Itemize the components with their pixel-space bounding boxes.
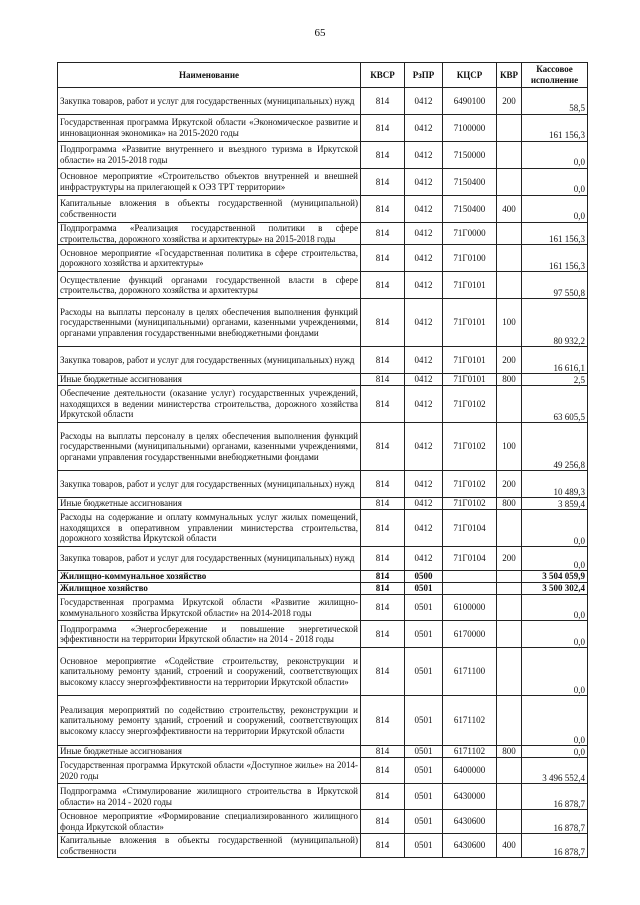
row-name-cell: Осуществление функций органами государственной власти в сфере строительства, дорожного хозяйства и архитектуры bbox=[58, 272, 361, 299]
row-kcsr-cell: 7150400 bbox=[443, 169, 497, 196]
row-rzpr-cell: 0412 bbox=[405, 347, 443, 374]
row-kcsr-cell: 71Г0102 bbox=[443, 423, 497, 471]
row-amount-cell: 3 504 059,9 bbox=[522, 571, 588, 583]
row-kvr-cell bbox=[497, 621, 522, 648]
table-row bbox=[58, 758, 588, 784]
table-row bbox=[58, 746, 588, 758]
table-row bbox=[58, 374, 588, 386]
row-kvr-cell bbox=[497, 245, 522, 272]
row-rzpr-cell: 0412 bbox=[405, 547, 443, 571]
row-name-cell: Закупка товаров, работ и услуг для государственных (муниципальных) нужд bbox=[58, 88, 361, 115]
row-kvr-cell: 100 bbox=[497, 423, 522, 471]
row-kcsr-cell: 71Г0104 bbox=[443, 510, 497, 547]
row-kvsr-cell: 814 bbox=[361, 696, 405, 746]
row-kvr-cell: 100 bbox=[497, 299, 522, 347]
table-row bbox=[58, 510, 588, 547]
row-name-cell: Государственная программа Иркутской области «Доступное жилье» на 2014-2020 годы bbox=[58, 758, 361, 784]
row-amount-cell: 2,5 bbox=[522, 374, 588, 386]
row-kvr-cell bbox=[497, 386, 522, 423]
table-row bbox=[58, 810, 588, 834]
table-row bbox=[58, 423, 588, 471]
row-amount-cell: 16 878,7 bbox=[522, 810, 588, 834]
row-amount-cell: 16 616,1 bbox=[522, 347, 588, 374]
row-kvsr-cell: 814 bbox=[361, 115, 405, 142]
row-amount-cell: 0,0 bbox=[522, 142, 588, 169]
row-name-cell: Закупка товаров, работ и услуг для государственных (муниципальных) нужд bbox=[58, 471, 361, 498]
table-row bbox=[58, 115, 588, 142]
row-rzpr-cell: 0412 bbox=[405, 471, 443, 498]
row-kvsr-cell: 814 bbox=[361, 471, 405, 498]
table-row bbox=[58, 223, 588, 245]
row-kvr-cell bbox=[497, 169, 522, 196]
table-body bbox=[58, 88, 588, 858]
row-name-cell: Основное мероприятие «Содействие строительству, реконструкции и капитальному ремонту зданий, строений и сооружений, соответствующих высокому классу энергоэффективности на территории Иркутской области» bbox=[58, 648, 361, 696]
row-kvsr-cell: 814 bbox=[361, 784, 405, 810]
table-row bbox=[58, 88, 588, 115]
row-rzpr-cell: 0501 bbox=[405, 583, 443, 595]
row-amount-cell: 58,5 bbox=[522, 88, 588, 115]
header-rzpr: РзПР bbox=[405, 63, 443, 88]
row-kvsr-cell: 814 bbox=[361, 196, 405, 223]
row-amount-cell: 3 496 552,4 bbox=[522, 758, 588, 784]
row-kvsr-cell: 814 bbox=[361, 272, 405, 299]
row-kvsr-cell: 814 bbox=[361, 758, 405, 784]
row-kvr-cell: 800 bbox=[497, 498, 522, 510]
row-kcsr-cell: 71Г0101 bbox=[443, 272, 497, 299]
row-kvr-cell bbox=[497, 223, 522, 245]
row-kvsr-cell: 814 bbox=[361, 386, 405, 423]
row-name-cell: Подпрограмма «Стимулирование жилищного строительства в Иркутской области» на 2014 - 2020 годы bbox=[58, 784, 361, 810]
row-rzpr-cell: 0412 bbox=[405, 223, 443, 245]
row-kvr-cell bbox=[497, 510, 522, 547]
table-row bbox=[58, 595, 588, 621]
header-amount: Кассовое исполнение bbox=[522, 63, 588, 88]
row-amount-cell: 3 859,4 bbox=[522, 498, 588, 510]
table-row bbox=[58, 299, 588, 347]
row-amount-cell: 0,0 bbox=[522, 648, 588, 696]
row-kvr-cell: 200 bbox=[497, 547, 522, 571]
row-name-cell: Капитальные вложения в объекты государственной (муниципальной) собственности bbox=[58, 834, 361, 858]
row-name-cell: Капитальные вложения в объекты государственной (муниципальной) собственности bbox=[58, 196, 361, 223]
table-row bbox=[58, 834, 588, 858]
row-kcsr-cell: 7100000 bbox=[443, 115, 497, 142]
row-amount-cell: 161 156,3 bbox=[522, 223, 588, 245]
row-kvsr-cell: 814 bbox=[361, 648, 405, 696]
row-kvr-cell: 200 bbox=[497, 347, 522, 374]
budget-table bbox=[57, 62, 588, 858]
row-kcsr-cell: 6430000 bbox=[443, 784, 497, 810]
table-row bbox=[58, 142, 588, 169]
header-kvr: КВР bbox=[497, 63, 522, 88]
row-amount-cell: 161 156,3 bbox=[522, 245, 588, 272]
row-name-cell: Подпрограмма «Энергосбережение и повышение энергетической эффективности на территории Иркутской области» на 2014 - 2018 годы bbox=[58, 621, 361, 648]
row-rzpr-cell: 0501 bbox=[405, 784, 443, 810]
row-kvsr-cell: 814 bbox=[361, 595, 405, 621]
table-row bbox=[58, 696, 588, 746]
row-kcsr-cell: 6490100 bbox=[443, 88, 497, 115]
row-kvsr-cell: 814 bbox=[361, 510, 405, 547]
row-amount-cell: 161 156,3 bbox=[522, 115, 588, 142]
row-rzpr-cell: 0412 bbox=[405, 423, 443, 471]
header-kcsr: КЦСР bbox=[443, 63, 497, 88]
row-rzpr-cell: 0412 bbox=[405, 510, 443, 547]
row-kvr-cell bbox=[497, 784, 522, 810]
row-kcsr-cell: 6171102 bbox=[443, 746, 497, 758]
table-row bbox=[58, 169, 588, 196]
row-kvr-cell bbox=[497, 696, 522, 746]
table-header-row bbox=[58, 63, 588, 88]
row-kvsr-cell: 814 bbox=[361, 571, 405, 583]
table-row bbox=[58, 386, 588, 423]
row-rzpr-cell: 0501 bbox=[405, 834, 443, 858]
row-name-cell: Реализация мероприятий по содействию строительству, реконструкции и капитальному ремонту зданий, строений и сооружений, соответствующих высокому классу энергоэффективности на территории Иркутской области bbox=[58, 696, 361, 746]
table-row bbox=[58, 547, 588, 571]
row-rzpr-cell: 0412 bbox=[405, 115, 443, 142]
row-rzpr-cell: 0412 bbox=[405, 386, 443, 423]
row-amount-cell: 0,0 bbox=[522, 547, 588, 571]
row-kvsr-cell: 814 bbox=[361, 299, 405, 347]
row-kvr-cell bbox=[497, 810, 522, 834]
row-amount-cell: 49 256,8 bbox=[522, 423, 588, 471]
row-rzpr-cell: 0500 bbox=[405, 571, 443, 583]
row-name-cell: Закупка товаров, работ и услуг для государственных (муниципальных) нужд bbox=[58, 347, 361, 374]
row-amount-cell: 16 878,7 bbox=[522, 834, 588, 858]
row-kcsr-cell: 7150400 bbox=[443, 196, 497, 223]
row-name-cell: Государственная программа Иркутской области «Экономическое развитие и инновационная экономика» на 2015-2020 годы bbox=[58, 115, 361, 142]
row-rzpr-cell: 0501 bbox=[405, 758, 443, 784]
row-kvr-cell bbox=[497, 595, 522, 621]
row-amount-cell: 0,0 bbox=[522, 696, 588, 746]
row-kvsr-cell: 814 bbox=[361, 142, 405, 169]
row-amount-cell: 0,0 bbox=[522, 621, 588, 648]
row-kvr-cell bbox=[497, 142, 522, 169]
row-amount-cell: 0,0 bbox=[522, 169, 588, 196]
row-name-cell: Подпрограмма «Развитие внутреннего и въездного туризма в Иркутской области» на 2015-2018 годы bbox=[58, 142, 361, 169]
row-rzpr-cell: 0412 bbox=[405, 169, 443, 196]
row-kcsr-cell: 6171102 bbox=[443, 696, 497, 746]
table-row bbox=[58, 648, 588, 696]
row-kcsr-cell: 71Г0104 bbox=[443, 547, 497, 571]
row-rzpr-cell: 0501 bbox=[405, 746, 443, 758]
table-row bbox=[58, 272, 588, 299]
row-name-cell: Иные бюджетные ассигнования bbox=[58, 498, 361, 510]
row-rzpr-cell: 0412 bbox=[405, 374, 443, 386]
row-name-cell: Расходы на содержание и оплату коммунальных услуг жилых помещений, находящихся в оперативном управлении министерства строительства, дорожного хозяйства Иркутской области bbox=[58, 510, 361, 547]
row-amount-cell: 0,0 bbox=[522, 595, 588, 621]
row-rzpr-cell: 0412 bbox=[405, 196, 443, 223]
row-kvsr-cell: 814 bbox=[361, 621, 405, 648]
row-kcsr-cell: 6100000 bbox=[443, 595, 497, 621]
row-kvr-cell bbox=[497, 115, 522, 142]
header-name: Наименование bbox=[58, 63, 361, 88]
row-amount-cell: 16 878,7 bbox=[522, 784, 588, 810]
row-name-cell: Жилищно-коммунальное хозяйство bbox=[58, 571, 361, 583]
row-kvsr-cell: 814 bbox=[361, 245, 405, 272]
table-row bbox=[58, 498, 588, 510]
row-amount-cell: 10 489,3 bbox=[522, 471, 588, 498]
row-name-cell: Расходы на выплаты персоналу в целях обеспечения выполнения функций государственными (муниципальными) органами, казенными учреждениями, органами управления государственными внебюджетными фондами bbox=[58, 299, 361, 347]
row-kvr-cell: 800 bbox=[497, 374, 522, 386]
page-number: 65 bbox=[314, 27, 326, 39]
row-kcsr-cell: 6400000 bbox=[443, 758, 497, 784]
row-name-cell: Жилищное хозяйство bbox=[58, 583, 361, 595]
table-row bbox=[58, 471, 588, 498]
row-kvr-cell: 200 bbox=[497, 471, 522, 498]
row-kcsr-cell: 71Г0100 bbox=[443, 245, 497, 272]
row-rzpr-cell: 0412 bbox=[405, 88, 443, 115]
row-kcsr-cell: 6430600 bbox=[443, 810, 497, 834]
row-name-cell: Обеспечение деятельности (оказание услуг) государственных учреждений, находящихся в ведении министерства строительства, дорожного хозяйства Иркутской области bbox=[58, 386, 361, 423]
row-amount-cell: 80 932,2 bbox=[522, 299, 588, 347]
row-name-cell: Иные бюджетные ассигнования bbox=[58, 374, 361, 386]
row-kvsr-cell: 814 bbox=[361, 423, 405, 471]
row-name-cell: Основное мероприятие «Строительство объектов внутренней и внешней инфраструктуры на прилегающей к ОЭЗ ТРТ территории» bbox=[58, 169, 361, 196]
row-amount-cell: 0,0 bbox=[522, 196, 588, 223]
row-kvr-cell: 400 bbox=[497, 196, 522, 223]
table-row bbox=[58, 784, 588, 810]
row-kvr-cell bbox=[497, 758, 522, 784]
row-rzpr-cell: 0501 bbox=[405, 648, 443, 696]
table-row bbox=[58, 245, 588, 272]
row-kvr-cell bbox=[497, 583, 522, 595]
row-kvsr-cell: 814 bbox=[361, 547, 405, 571]
row-kvsr-cell: 814 bbox=[361, 88, 405, 115]
table-row bbox=[58, 571, 588, 583]
row-name-cell: Подпрограмма «Реализация государственной политики в сфере строительства, дорожного хозяйства и архитектуры» на 2015-2018 годы bbox=[58, 223, 361, 245]
row-kcsr-cell: 6430600 bbox=[443, 834, 497, 858]
row-kvsr-cell: 814 bbox=[361, 347, 405, 374]
row-kcsr-cell: 71Г0101 bbox=[443, 347, 497, 374]
row-kvr-cell bbox=[497, 571, 522, 583]
row-rzpr-cell: 0501 bbox=[405, 810, 443, 834]
row-kvr-cell: 400 bbox=[497, 834, 522, 858]
row-name-cell: Основное мероприятие «Государственная политика в сфере строительства, дорожного хозяйства и архитектуры» bbox=[58, 245, 361, 272]
row-kvsr-cell: 814 bbox=[361, 583, 405, 595]
table-row bbox=[58, 196, 588, 223]
row-kvsr-cell: 814 bbox=[361, 746, 405, 758]
row-rzpr-cell: 0412 bbox=[405, 299, 443, 347]
row-kcsr-cell: 71Г0101 bbox=[443, 374, 497, 386]
table-row bbox=[58, 347, 588, 374]
row-amount-cell: 3 500 302,4 bbox=[522, 583, 588, 595]
row-kvsr-cell: 814 bbox=[361, 374, 405, 386]
row-kcsr-cell: 71Г0102 bbox=[443, 471, 497, 498]
row-rzpr-cell: 0501 bbox=[405, 595, 443, 621]
row-kvr-cell: 800 bbox=[497, 746, 522, 758]
row-amount-cell: 0,0 bbox=[522, 746, 588, 758]
row-kcsr-cell: 71Г0000 bbox=[443, 223, 497, 245]
row-kvsr-cell: 814 bbox=[361, 810, 405, 834]
row-amount-cell: 63 605,5 bbox=[522, 386, 588, 423]
table-row bbox=[58, 621, 588, 648]
row-kvsr-cell: 814 bbox=[361, 498, 405, 510]
row-kvr-cell bbox=[497, 272, 522, 299]
row-rzpr-cell: 0412 bbox=[405, 272, 443, 299]
row-rzpr-cell: 0412 bbox=[405, 245, 443, 272]
row-kcsr-cell: 71Г0101 bbox=[443, 299, 497, 347]
row-kvr-cell: 200 bbox=[497, 88, 522, 115]
row-kvsr-cell: 814 bbox=[361, 223, 405, 245]
row-kvsr-cell: 814 bbox=[361, 169, 405, 196]
row-name-cell: Закупка товаров, работ и услуг для государственных (муниципальных) нужд bbox=[58, 547, 361, 571]
row-name-cell: Иные бюджетные ассигнования bbox=[58, 746, 361, 758]
row-rzpr-cell: 0501 bbox=[405, 696, 443, 746]
row-kcsr-cell: 6170000 bbox=[443, 621, 497, 648]
row-rzpr-cell: 0501 bbox=[405, 621, 443, 648]
row-kcsr-cell: 6171100 bbox=[443, 648, 497, 696]
row-kcsr-cell bbox=[443, 583, 497, 595]
header-kvsr: КВСР bbox=[361, 63, 405, 88]
row-kcsr-cell bbox=[443, 571, 497, 583]
table-row bbox=[58, 583, 588, 595]
row-rzpr-cell: 0412 bbox=[405, 498, 443, 510]
row-kvsr-cell: 814 bbox=[361, 834, 405, 858]
row-name-cell: Основное мероприятие «Формирование специализированного жилищного фонда Иркутской области» bbox=[58, 810, 361, 834]
row-kcsr-cell: 71Г0102 bbox=[443, 386, 497, 423]
row-amount-cell: 0,0 bbox=[522, 510, 588, 547]
row-name-cell: Расходы на выплаты персоналу в целях обеспечения выполнения функций государственными (муниципальными) органами, казенными учреждениями, органами управления государственными внебюджетными фондами bbox=[58, 423, 361, 471]
row-kcsr-cell: 7150000 bbox=[443, 142, 497, 169]
row-name-cell: Государственная программа Иркутской области «Развитие жилищно-коммунального хозяйства Иркутской области» на 2014-2018 годы bbox=[58, 595, 361, 621]
row-rzpr-cell: 0412 bbox=[405, 142, 443, 169]
row-kvr-cell bbox=[497, 648, 522, 696]
row-amount-cell: 97 550,8 bbox=[522, 272, 588, 299]
row-kcsr-cell: 71Г0102 bbox=[443, 498, 497, 510]
